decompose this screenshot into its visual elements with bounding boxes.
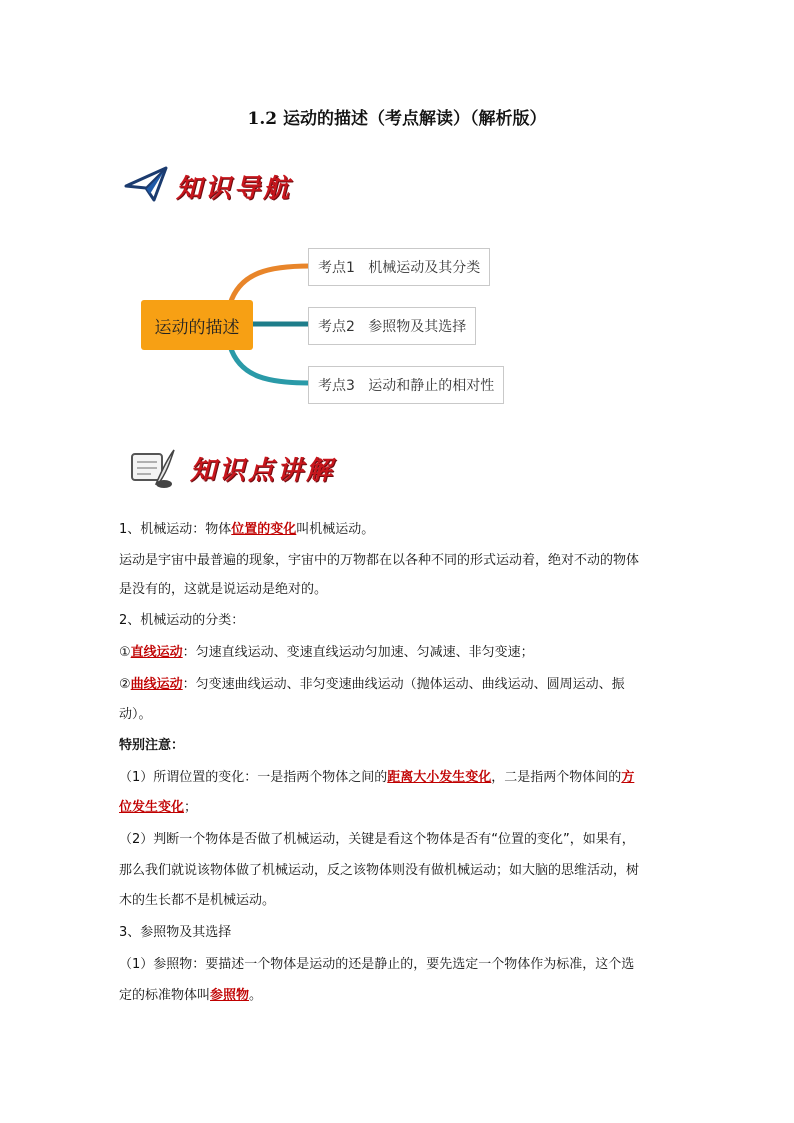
- text-segment: 动）。: [119, 707, 152, 722]
- text-segment: 是没有的，这就是说运动是绝对的。: [119, 582, 328, 597]
- text-line: [119, 520, 679, 540]
- text-segment: 叫机械运动。: [296, 522, 375, 537]
- text-segment: 木的生长都不是机械运动。: [119, 893, 276, 908]
- text-line: [119, 705, 679, 725]
- text-segment: ①: [119, 645, 131, 660]
- text-segment: 定的标准物体叫: [119, 988, 211, 1003]
- text-line: [119, 830, 679, 850]
- mindmap-node-3: 考点3 运动和静止的相对性: [308, 366, 504, 404]
- banner-knowledge-explanation: [124, 446, 364, 486]
- text-segment: 。: [249, 988, 263, 1003]
- text-line: [119, 675, 679, 695]
- banner-title: 知识导航: [176, 174, 293, 204]
- text-segment: （1）所谓位置的变化：一是指两个物体之间的: [119, 770, 388, 785]
- highlight-term: 曲线运动: [130, 677, 183, 692]
- text-line: [119, 861, 679, 881]
- text-line: [119, 551, 679, 571]
- page-title: 1.2 运动的描述（考点解读）（解析版）: [247, 109, 547, 129]
- text-segment: 1、机械运动：物体: [119, 522, 232, 537]
- text-line: [119, 923, 679, 943]
- text-line: [119, 986, 679, 1006]
- mindmap-node-1: 考点1 机械运动及其分类: [308, 248, 490, 286]
- text-segment: ②: [119, 677, 131, 692]
- scroll-quill-icon: [126, 446, 176, 494]
- mindmap-center: 运动的描述: [141, 300, 253, 350]
- highlight-term: 位发生变化: [119, 800, 185, 815]
- text-segment: 那么我们就说该物体做了机械运动，反之该物体则没有做机械运动；如大脑的思维活动，树: [119, 863, 640, 878]
- text-segment: 2、机械运动的分类：: [119, 613, 245, 628]
- text-segment: ：匀速直线运动、变速直线运动匀加速、匀减速、非匀变速；: [182, 645, 534, 660]
- text-segment: 运动是宇宙中最普遍的现象，宇宙中的万物都在以各种不同的形式运动着，绝对不动的物体: [119, 553, 640, 568]
- highlight-term: 参照物: [210, 988, 250, 1003]
- banner-title: 知识点讲解: [190, 456, 336, 486]
- bold-text: 特别注意：: [119, 738, 185, 753]
- highlight-term: 距离大小发生变化: [387, 770, 492, 785]
- text-segment: ：匀变速曲线运动、非匀变速曲线运动（抛体运动、曲线运动、圆周运动、振: [182, 677, 625, 692]
- highlight-term: 方: [621, 770, 635, 785]
- text-segment: 3、参照物及其选择: [119, 925, 232, 940]
- text-line: [119, 643, 679, 663]
- text-line: [119, 891, 679, 911]
- mindmap-connectors: [0, 0, 794, 420]
- text-line: [119, 955, 679, 975]
- connector-1: [230, 266, 310, 304]
- text-line: [119, 798, 679, 818]
- text-segment: （2）判断一个物体是否做了机械运动，关键是看这个物体是否有“位置的变化”，如果有，: [119, 832, 635, 847]
- text-segment: ；: [184, 800, 198, 815]
- text-line: [119, 611, 679, 631]
- connector-3: [230, 346, 310, 383]
- text-segment: ，二是指两个物体间的: [491, 770, 622, 785]
- highlight-term: 直线运动: [130, 645, 183, 660]
- text-segment: （1）参照物：要描述一个物体是运动的还是静止的，要先选定一个物体作为标准，这个选: [119, 957, 635, 972]
- text-line: [119, 768, 679, 788]
- mindmap-node-2: 考点2 参照物及其选择: [308, 307, 476, 345]
- text-line: [119, 580, 679, 600]
- text-line: [119, 736, 679, 756]
- highlight-term: 位置的变化: [231, 522, 297, 537]
